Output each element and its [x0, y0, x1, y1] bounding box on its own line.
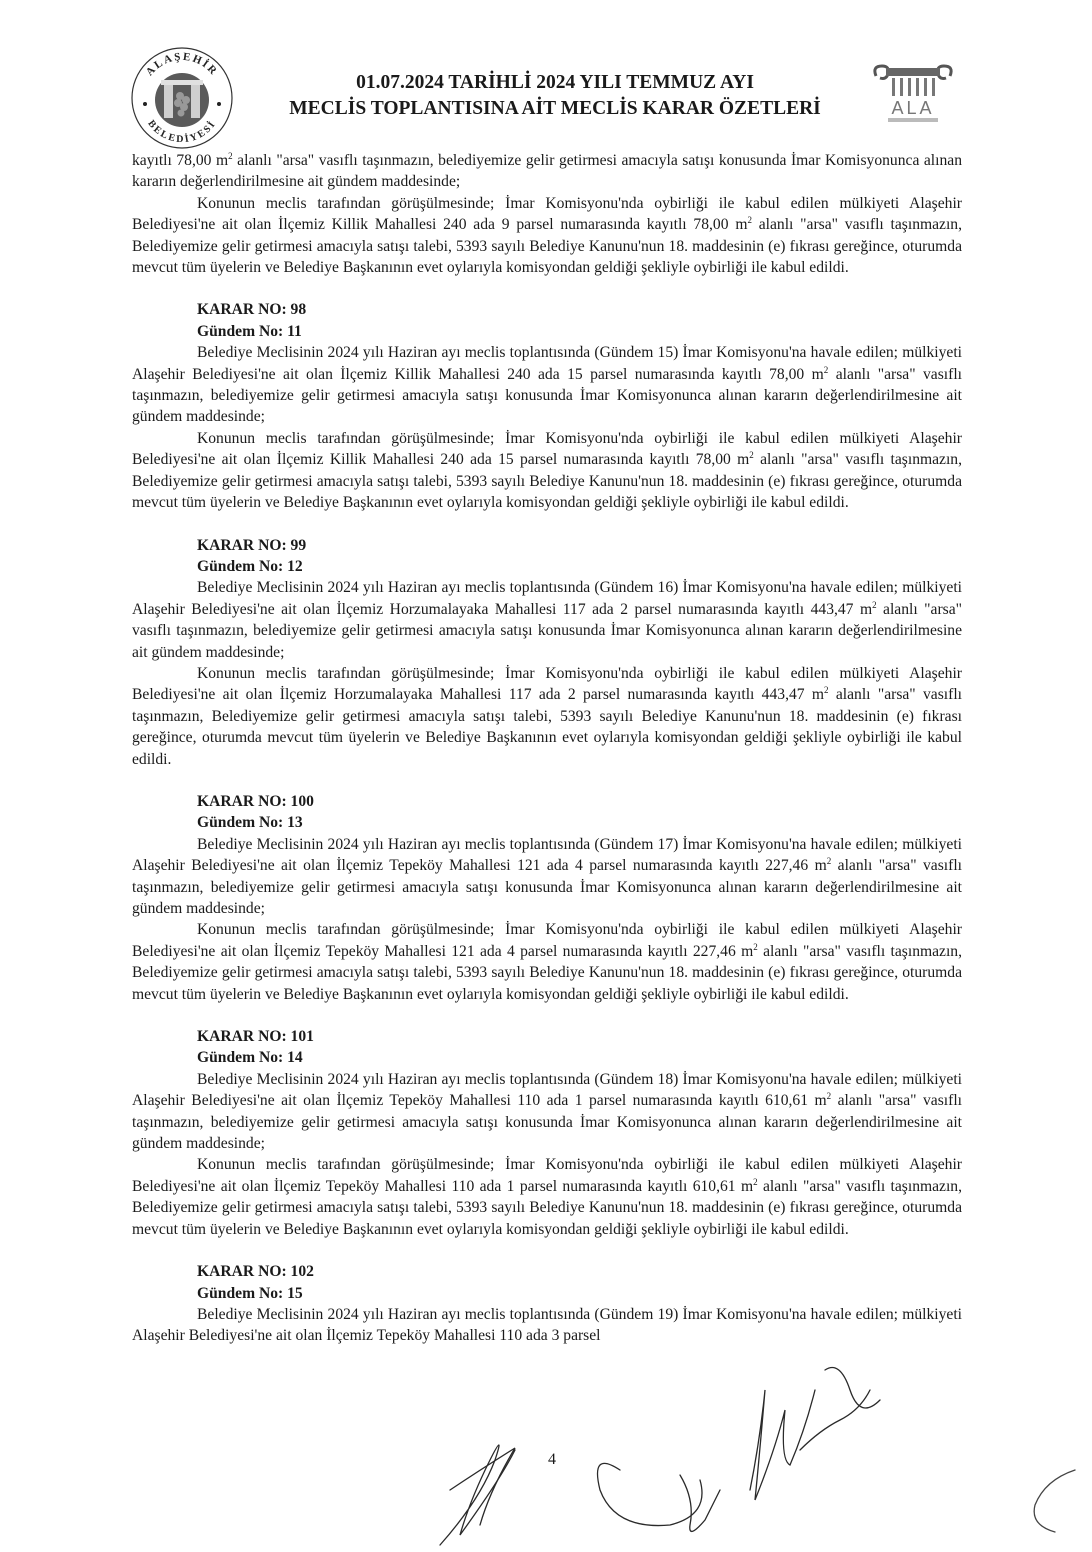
page-number: 4: [548, 1451, 556, 1468]
document-body: [132, 150, 962, 1347]
decision-paragraph-2: Konunun meclis tarafından görüşülmesinde; İmar Komisyonu'nda oybirliği ile kabul edilen mülkiyeti Alaşehir Belediyesi'ne ait olan İlçemiz Horzumalayaka Mahallesi 117 ada 2 parsel numarasında kayıtlı 443,47 $m^2$ alanlı "arsa" vasıflı taşınmazın, Belediyemize gelir getirmesi amacıyla satışı talebi, 5393 sayılı Belediye Kanunu'nun 18. maddesinin (e) fıkrası gereğince, oturumda mevcut tüm üyelerin ve Belediye Başkanının evet oylarıyla komisyondan geldiği şekliyle oybirliği ile kabul edildi.: [132, 664, 962, 768]
initials-mark: [1015, 1460, 1085, 1540]
decision-paragraph-1: Belediye Meclisinin 2024 yılı Haziran ayı meclis toplantısında (Gündem 19) İmar Komisyonu'na havale edilen; mülkiyeti Alaşehir Belediyesi'ne ait olan İlçemiz Tepeköy Mahallesi 110 ada 3 parsel: [132, 1305, 962, 1345]
decision-heading: [132, 1261, 962, 1304]
svg-text:ALA: ALA: [891, 98, 935, 118]
continuation-paragraph-2: Konunun meclis tarafından görüşülmesinde; İmar Komisyonu'nda oybirliği ile kabul edilen mülkiyeti Alaşehir Belediyesi'ne ait olan İlçemiz Killik Mahallesi 240 ada 9 parsel numarasında kayıtlı 78,00 $m^2$ alanlı "arsa" vasıflı taşınmazın, Belediyemize gelir getirmesi amacıyla satışı talebi, 5393 sayılı Belediye Kanunu'nun 18. maddesinin (e) fıkrası gereğince, oturumda mevcut tüm üyelerin ve Belediye Başkanının evet oylarıyla komisyondan geldiği şekliyle oybirliği ile kabul edildi.: [132, 194, 962, 277]
decision-paragraph-1: Belediye Meclisinin 2024 yılı Haziran ayı meclis toplantısında (Gündem 15) İmar Komisyonu'na havale edilen; mülkiyeti Alaşehir Belediyesi'ne ait olan İlçemiz Killik Mahallesi 240 ada 15 parsel numarasında kayıtlı 78,00 $m^2$ alanlı "arsa" vasıflı taşınmazın, belediyemize gelir getirmesi amacıyla satışı konusunda İmar Komisyonunca alınan kararın değerlendirilmesine ait gündem maddesinde;: [132, 344, 962, 426]
decision-paragraph-2: Konunun meclis tarafından görüşülmesinde; İmar Komisyonu'nda oybirliği ile kabul edilen mülkiyeti Alaşehir Belediyesi'ne ait olan İlçemiz Tepeköy Mahallesi 121 ada 4 parsel numarasında kayıtlı 227,46 $m^2$ alanlı "arsa" vasıflı taşınmazın, Belediyemize gelir getirmesi amacıyla satışı talebi, 5393 sayılı Belediye Kanunu'nun 18. maddesinin (e) fıkrası gereğince, oturumda mevcut tüm üyelerin ve Belediye Başkanının evet oylarıyla komisyondan geldiği şekliyle oybirliği ile kabul edildi.: [132, 921, 962, 1003]
decision-paragraph-2: Konunun meclis tarafından görüşülmesinde; İmar Komisyonu'nda oybirliği ile kabul edilen mülkiyeti Alaşehir Belediyesi'ne ait olan İlçemiz Tepeköy Mahallesi 110 ada 1 parsel numarasında kayıtlı 610,61 $m^2$ alanlı "arsa" vasıflı taşınmazın, Belediyemize gelir getirmesi amacıyla satışı talebi, 5393 sayılı Belediye Kanunu'nun 18. maddesinin (e) fıkrası gereğince, oturumda mevcut tüm üyelerin ve Belediye Başkanının evet oylarıyla komisyondan geldiği şekliyle oybirliği ile kabul edildi.: [132, 1156, 962, 1238]
decision-heading: [132, 535, 962, 578]
decision-heading: [132, 1026, 962, 1069]
decision-number: KARAR NO: 101: [197, 1028, 314, 1046]
agenda-number: Gündem No: 14: [197, 1049, 303, 1067]
agenda-number: Gündem No: 15: [197, 1284, 303, 1302]
agenda-number: Gündem No: 12: [197, 557, 303, 575]
column-capital-logo: [868, 62, 958, 126]
decision-paragraph-1: Belediye Meclisinin 2024 yılı Haziran ayı meclis toplantısında (Gündem 16) İmar Komisyonu'na havale edilen; mülkiyeti Alaşehir Belediyesi'ne ait olan İlçemiz Horzumalayaka Mahallesi 117 ada 2 parsel numarasında kayıtlı 443,47 $m^2$ alanlı "arsa" vasıflı taşınmazın, belediyemize gelir getirmesi amacıyla satışı konusunda İmar Komisyonunca alınan kararın değerlendirilmesine ait gündem maddesinde;: [132, 579, 962, 661]
handwritten-signature: [420, 1350, 900, 1552]
document-header: [250, 70, 860, 122]
decision-paragraph-1: Belediye Meclisinin 2024 yılı Haziran ayı meclis toplantısında (Gündem 17) İmar Komisyonu'na havale edilen; mülkiyeti Alaşehir Belediyesi'ne ait olan İlçemiz Tepeköy Mahallesi 121 ada 4 parsel numarasında kayıtlı 227,46 $m^2$ alanlı "arsa" vasıflı taşınmazın, belediyemize gelir getirmesi amacıyla satışı konusunda İmar Komisyonunca alınan kararın değerlendirilmesine ait gündem maddesinde;: [132, 835, 962, 917]
svg-text:ALAŞEHİR: ALAŞEHİR: [143, 50, 221, 79]
alasehir-municipality-seal-logo: [128, 42, 236, 150]
decision-number: KARAR NO: 99: [197, 536, 307, 554]
decision-number: KARAR NO: 102: [197, 1263, 314, 1281]
decision-number: KARAR NO: 98: [197, 301, 307, 319]
decision-paragraph-1: Belediye Meclisinin 2024 yılı Haziran ayı meclis toplantısında (Gündem 18) İmar Komisyonu'na havale edilen; mülkiyeti Alaşehir Belediyesi'ne ait olan İlçemiz Tepeköy Mahallesi 110 ada 1 parsel numarasında kayıtlı 610,61 $m^2$ alanlı "arsa" vasıflı taşınmazın, belediyemize gelir getirmesi amacıyla satışı konusunda İmar Komisyonunca alınan kararın değerlendirilmesine ait gündem maddesinde;: [132, 1070, 962, 1153]
decision-heading: [132, 299, 962, 342]
header-line-1: 01.07.2024 TARİHLİ 2024 YILI TEMMUZ AYI: [356, 72, 754, 93]
header-line-2: MECLİS TOPLANTISINA AİT MECLİS KARAR ÖZETLERİ: [289, 98, 821, 119]
decision-paragraph-2: Konunun meclis tarafından görüşülmesinde; İmar Komisyonu'nda oybirliği ile kabul edilen mülkiyeti Alaşehir Belediyesi'ne ait olan İlçemiz Killik Mahallesi 240 ada 15 parsel numarasında kayıtlı 78,00 $m^2$ alanlı "arsa" vasıflı taşınmazın, Belediyemize gelir getirmesi amacıyla satışı talebi, 5393 sayılı Belediye Kanunu'nun 18. maddesinin (e) fıkrası gereğince, oturumda mevcut tüm üyelerin ve Belediye Başkanının evet oylarıyla komisyondan geldiği şekliyle oybirliği ile kabul edildi.: [132, 429, 962, 512]
agenda-number: Gündem No: 13: [197, 814, 303, 832]
svg-text:BELEDİYESİ: BELEDİYESİ: [145, 118, 219, 146]
continuation-paragraph-1: kayıtlı 78,00 $m^2$ alanlı "arsa" vasıflı taşınmazın, belediyemize gelir getirmesi amacıyla satışı konusunda İmar Komisyonunca alınan kararın değerlendirilmesine ait gündem maddesinde;: [132, 151, 962, 191]
decision-heading: [132, 791, 962, 834]
decision-number: KARAR NO: 100: [197, 792, 314, 810]
agenda-number: Gündem No: 11: [197, 322, 302, 340]
